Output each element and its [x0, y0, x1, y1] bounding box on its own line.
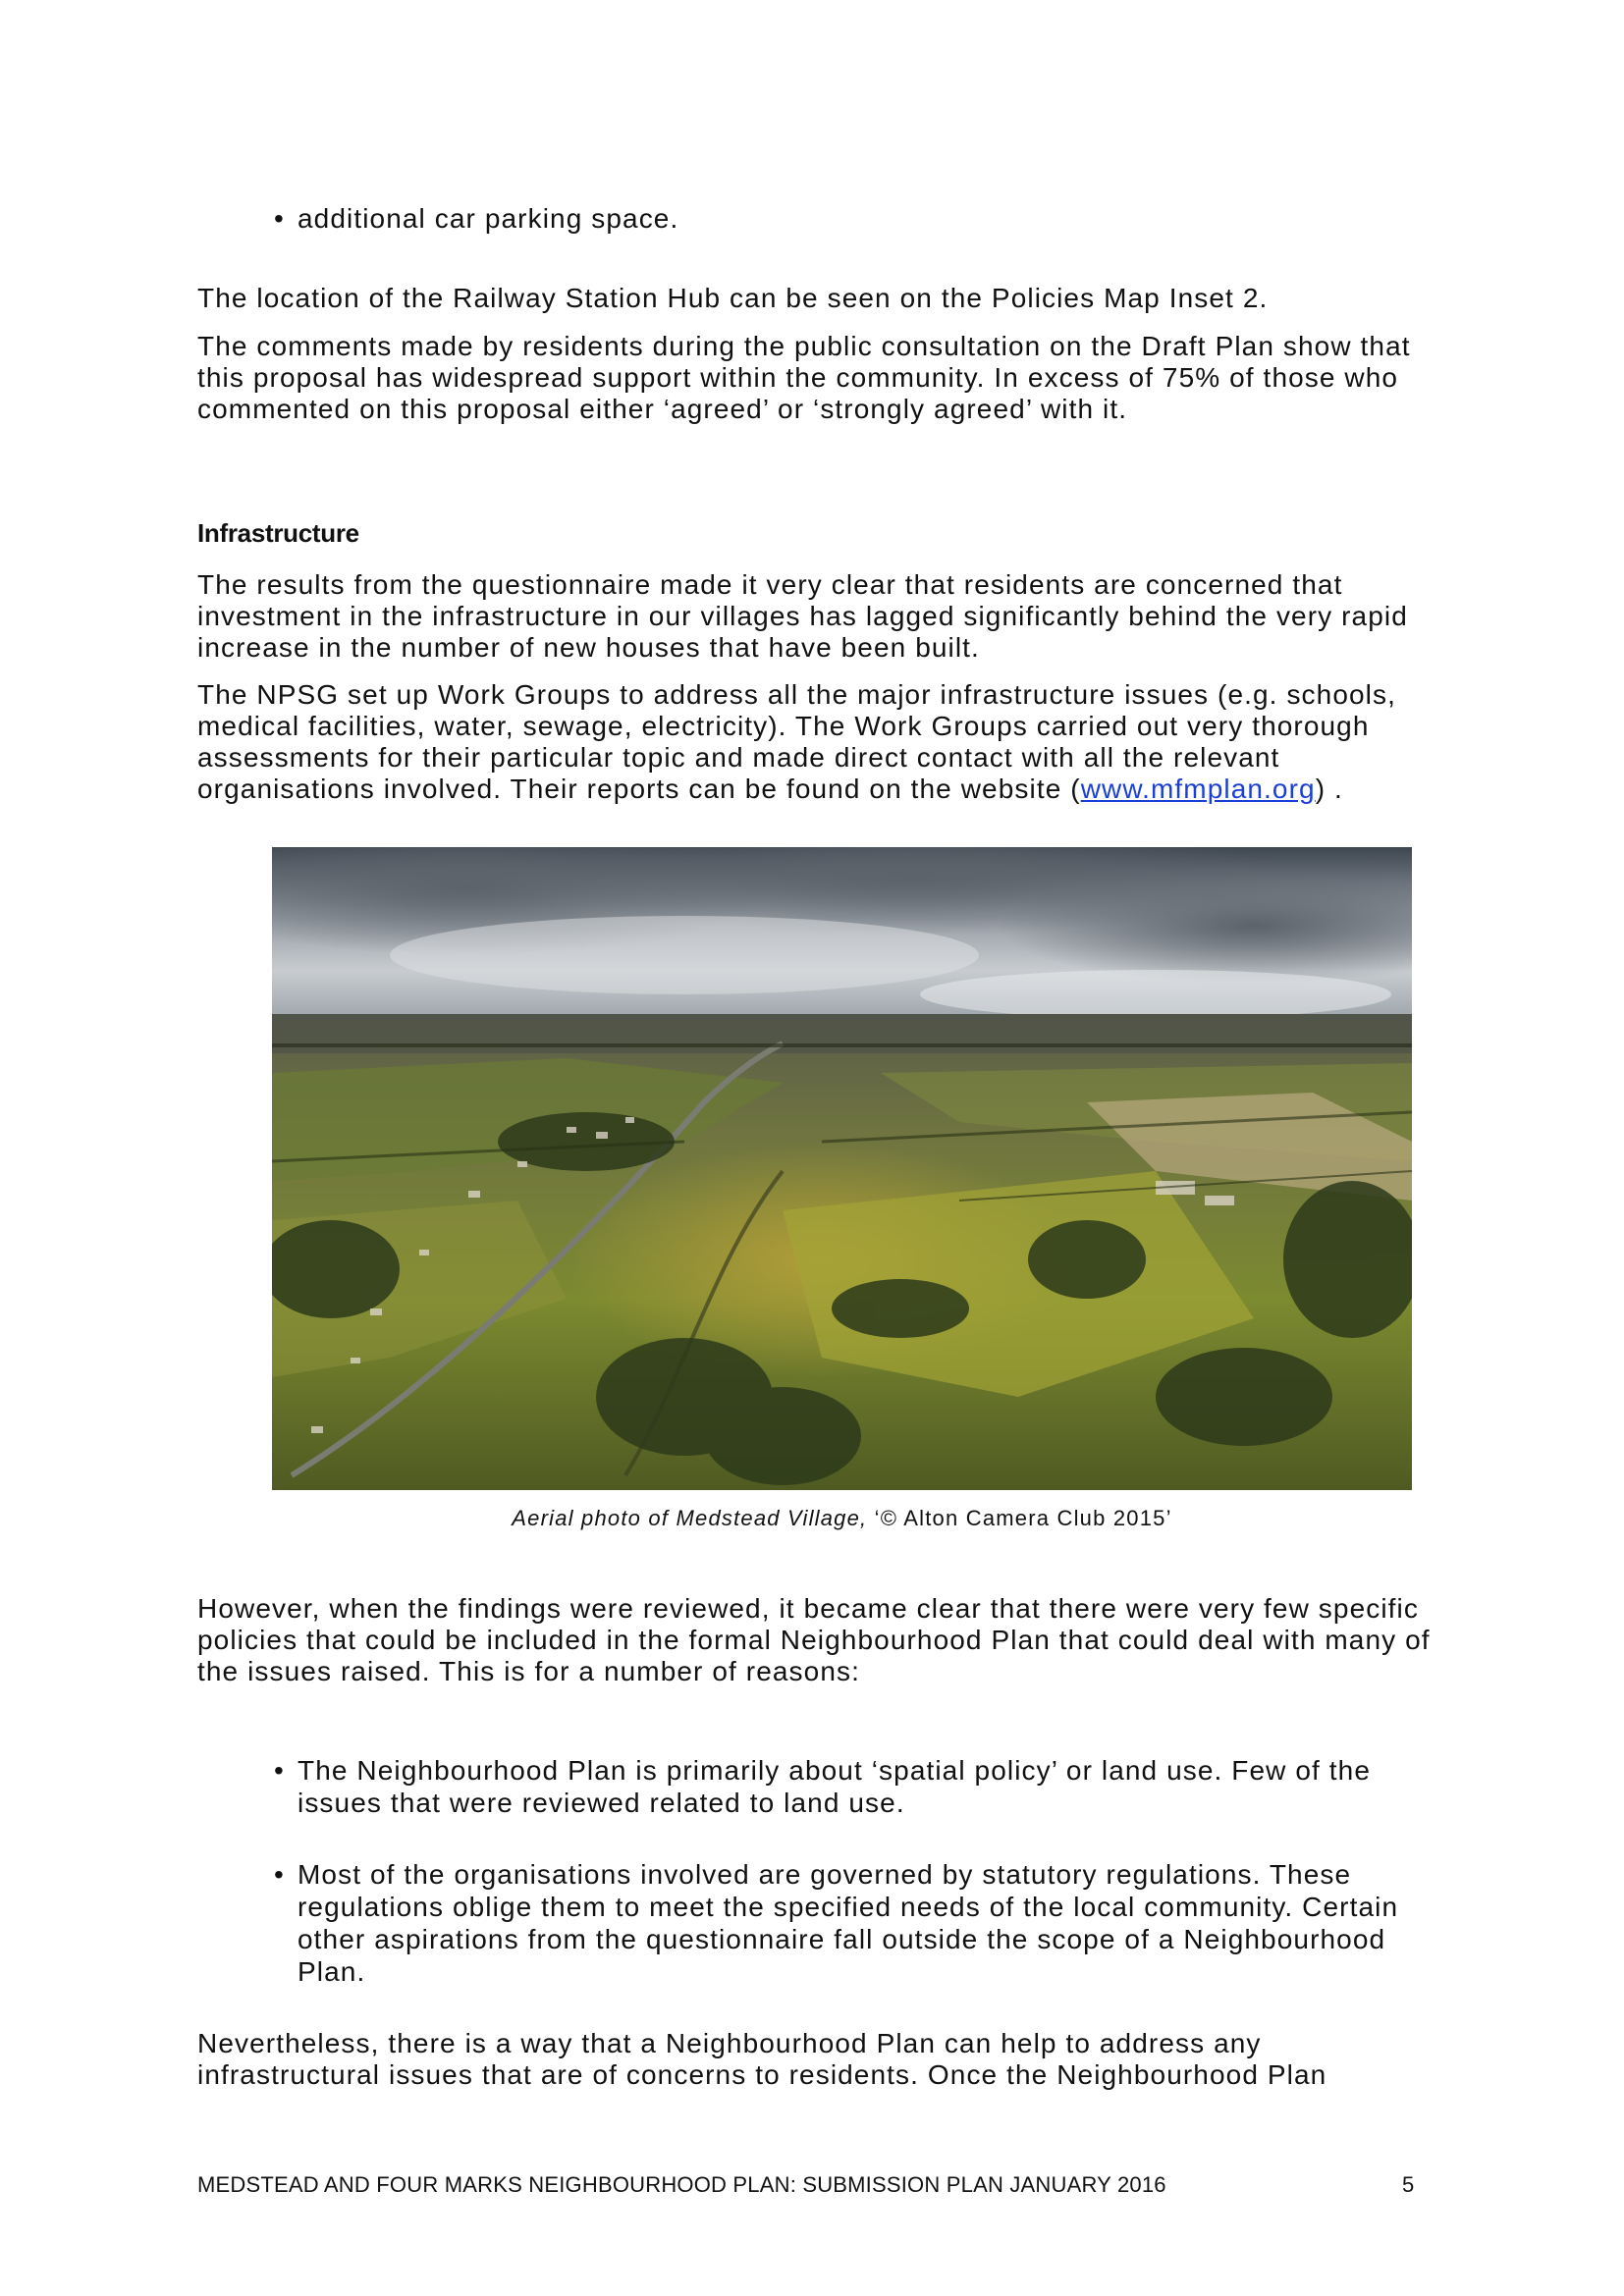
caption-credit: ‘© Alton Camera Club 2015’ [867, 1506, 1172, 1530]
bullet-text: The Neighbourhood Plan is primarily about ‘spatial policy’ or land use. Few of the issues that were reviewed related to land use. [298, 1755, 1372, 1818]
bullet-text: additional car parking space. [298, 203, 679, 234]
paragraph-nevertheless: Nevertheless, there is a way that a Neighbourhood Plan can help to address any infrastructural issues that are of concerns to residents. Once the Neighbourhood Plan [197, 2028, 1327, 2090]
bullet-dot: • [274, 1859, 285, 1890]
website-link[interactable]: www.mfmplan.org [1080, 774, 1316, 804]
bullet-item-statutory-regulations [274, 1858, 1456, 1988]
aerial-photo [272, 847, 1412, 1490]
paragraph-npsg-text: The NPSG set up Work Groups to address all the major infrastructure issues (e.g. schools, medical facilities, water, sewage, electricity). The Work Groups carried out very thorough assessments for their particular topic and made direct contact with all the relevant organisations involved. Their reports can be found on the website ( [197, 679, 1396, 804]
page-footer: MEDSTEAD AND FOUR MARKS NEIGHBOURHOOD PLAN: SUBMISSION PLAN JANUARY 2016 [197, 2172, 1166, 2197]
bullet-dot: • [274, 203, 285, 234]
bullet-item-spatial-policy [274, 1754, 1456, 1819]
aerial-photo-image [272, 847, 1412, 1490]
paragraph-location: The location of the Railway Station Hub can be seen on the Policies Map Inset 2. [197, 283, 1269, 313]
section-heading-infrastructure: Infrastructure [197, 518, 359, 548]
photo-caption [272, 1506, 1412, 1531]
page-number: 5 [1402, 2172, 1415, 2197]
bullet-item-parking [274, 202, 1456, 235]
paragraph-however: However, when the findings were reviewed, it became clear that there were very few specific policies that could be included in the formal Neighbourhood Plan that could deal with many of the issues raised. This is for a number of reasons: [197, 1593, 1431, 1686]
bullet-dot: • [274, 1755, 285, 1786]
paragraph-results: The results from the questionnaire made it very clear that residents are concerned that investment in the infrastructure in our villages has lagged significantly behind the very rapid increase in the number of new houses that have been built. [197, 569, 1408, 663]
bullet-text: Most of the organisations involved are governed by statutory regulations. These regulations oblige them to meet the specified needs of the local community. Certain other aspirations from the questionnaire fall outside the scope of a Neighbourhood Plan. [298, 1859, 1399, 1987]
paragraph-comments: The comments made by residents during the public consultation on the Draft Plan show that this proposal has widespread support within the community. In excess of 75% of those who commented on this proposal either ‘agreed’ or ‘strongly agreed’ with it. [197, 331, 1411, 424]
caption-title: Aerial photo of Medstead Village, [512, 1506, 868, 1530]
paragraph-npsg [197, 679, 1444, 805]
paragraph-npsg-tail: ) . [1315, 774, 1343, 804]
